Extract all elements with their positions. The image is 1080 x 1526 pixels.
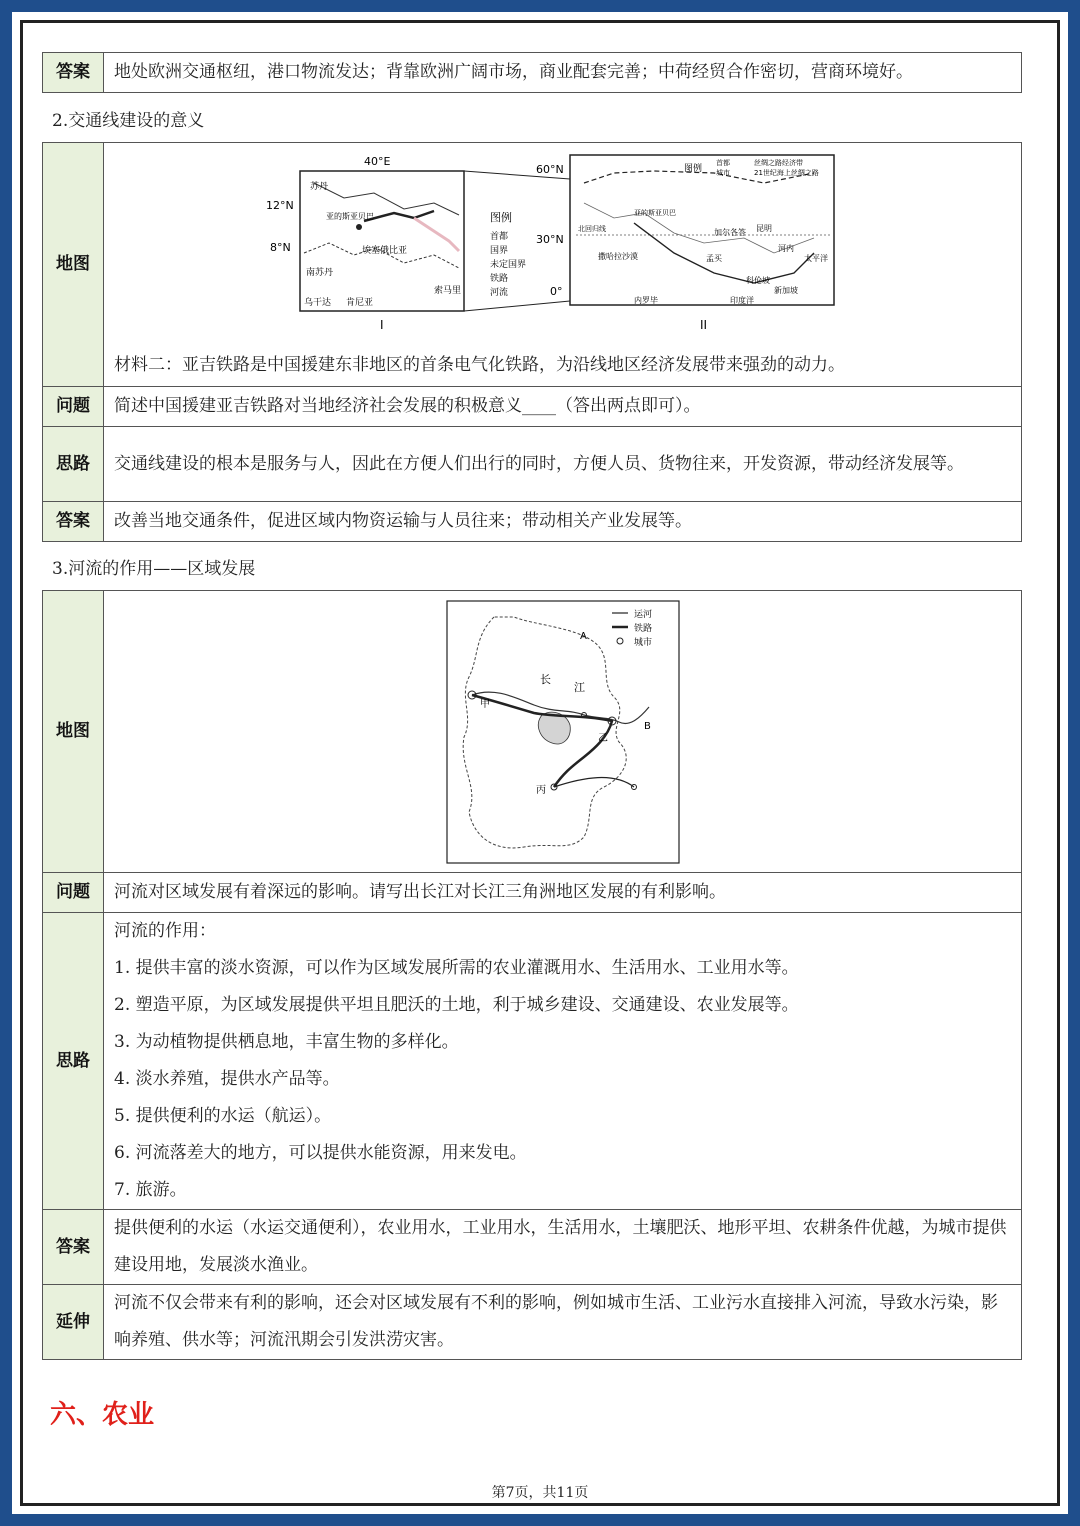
map2-place-4: 孟买	[706, 254, 722, 263]
map1-place-3: 埃塞俄比亚	[362, 246, 408, 256]
map2-place-10: 太平洋	[804, 254, 828, 263]
map2-roman: II	[700, 318, 708, 332]
answer-text: 提供便利的水运（水运交通便利），农业用水，工业用水，生活用水，土壤肥沃、地形平坦、农耕条件优越，为城市提供建设用地，发展淡水渔业。	[104, 1210, 1022, 1285]
idea-line: 河流的作用：	[114, 921, 216, 941]
map2-place-12: 亚的斯亚贝巴	[634, 209, 676, 217]
map1-place-1: 苏丹	[310, 182, 329, 192]
answer-label: 答案	[43, 53, 104, 93]
map2-legend-3: 丝绸之路经济带	[754, 159, 803, 167]
map3-label-B: B	[644, 720, 651, 732]
map2-legend-2: 城市	[716, 169, 730, 177]
lat-label-2: 8°N	[270, 241, 291, 254]
section-heading-3: 3.河流的作用——区域发展	[52, 559, 256, 579]
extend-label: 延伸	[43, 1285, 104, 1360]
map2-place-5: 印度洋	[730, 296, 754, 305]
map3-legend-3: 城市	[634, 637, 653, 648]
map2-place-7: 加尔各答	[714, 228, 746, 237]
page-footer: 第7页，共11页	[491, 1485, 589, 1501]
map3-label-jiang: 江	[574, 680, 585, 694]
map2-place-11: 新加坡	[774, 286, 798, 295]
answer-label: 答案	[43, 1210, 104, 1285]
idea-line: 6. 河流落差大的地方，可以提供水能资源，用来发电。	[114, 1143, 527, 1163]
legend1-item-3: 未定国界	[490, 260, 527, 270]
legend1-title: 图例	[490, 211, 512, 224]
legend1-item-1: 首都	[490, 232, 509, 242]
map1-roman: I	[380, 318, 384, 332]
map2-lat-2: 30°N	[536, 233, 564, 246]
map2-legend-title: 图例	[684, 164, 703, 174]
section-heading-2: 2.交通线建设的意义	[52, 111, 205, 131]
map3-label-yi: 乙	[598, 732, 608, 744]
map-cell-2	[104, 143, 1022, 387]
question-label: 问题	[43, 873, 104, 913]
chapter-heading: 六、农业	[50, 1400, 155, 1430]
question-text: 简述中国援建亚吉铁路对当地经济社会发展的积极意义____（答出两点即可）。	[104, 387, 1022, 427]
map3-legend-2: 铁路	[634, 623, 653, 634]
idea-label: 思路	[43, 913, 104, 1210]
lat-label-1: 12°N	[266, 199, 294, 212]
map-figure-3	[114, 597, 1014, 867]
map-2	[536, 155, 834, 332]
map3-label-jia: 甲	[480, 698, 490, 710]
answer-text: 地处欧洲交通枢纽，港口物流发达；背靠欧洲广阔市场，商业配套完善；中荷经贸合作密切，营商环境好。	[104, 53, 1022, 93]
answer-block-1	[42, 52, 1022, 93]
map2-place-1: 北回归线	[578, 225, 606, 233]
idea-text: 交通线建设的根本是服务与人，因此在方便人们出行的同时，方便人员、货物往来，开发资源，带动经济发展等。	[104, 427, 1022, 502]
idea-label: 思路	[43, 427, 104, 502]
map-label: 地图	[43, 143, 104, 387]
idea-line: 5. 提供便利的水运（航运）。	[114, 1106, 332, 1126]
legend1-item-5: 河流	[490, 288, 509, 298]
map-1	[266, 155, 464, 332]
map3-label-chang: 长	[540, 672, 551, 686]
map-label: 地图	[43, 591, 104, 873]
map2-place-2: 撒哈拉沙漠	[598, 252, 638, 261]
extend-text: 河流不仅会带来有利的影响，还会对区域发展有不利的影响，例如城市生活、工业污水直接排入河流，导致水污染，影响养殖、供水等；河流汛期会引发洪涝灾害。	[104, 1285, 1022, 1360]
section-3-table	[42, 590, 1022, 1360]
idea-line: 1. 提供丰富的淡水资源，可以作为区域发展所需的农业灌溉用水、生活用水、工业用水等。	[114, 958, 799, 978]
map2-legend-4: 21世纪海上丝绸之路	[754, 169, 819, 177]
map2-place-9: 河内	[778, 244, 794, 253]
material-2: 材料二：亚吉铁路是中国援建东非地区的首条电气化铁路，为沿线地区经济发展带来强劲的动力。	[114, 355, 845, 375]
map-cell-3	[104, 591, 1022, 873]
answer-label: 答案	[43, 502, 104, 542]
question-label: 问题	[43, 387, 104, 427]
question-text: 河流对区域发展有着深远的影响。请写出长江对长江三角洲地区发展的有利影响。	[104, 873, 1022, 913]
legend1-item-4: 铁路	[490, 274, 509, 284]
legend-1	[490, 210, 526, 298]
idea-line: 3. 为动植物提供栖息地，丰富生物的多样化。	[114, 1032, 459, 1052]
answer-text: 改善当地交通条件，促进区域内物资运输与人员往来；带动相关产业发展等。	[104, 502, 1022, 542]
map1-place-2: 亚的斯亚贝巴	[326, 212, 374, 221]
idea-line: 2. 塑造平原，为区域发展提供平坦且肥沃的土地，利于城乡建设、交通建设、农业发展等。	[114, 995, 799, 1015]
map3-label-bing: 丙	[536, 784, 546, 796]
map2-place-3: 内罗毕	[634, 296, 658, 305]
idea-line: 4. 淡水养殖，提供水产品等。	[114, 1069, 340, 1089]
map1-place-5: 乌干达	[304, 298, 332, 308]
map2-legend-1: 首都	[716, 159, 730, 167]
map3-label-A: A	[580, 630, 587, 642]
map-figure-2	[114, 143, 1014, 343]
idea-line: 7. 旅游。	[114, 1180, 187, 1200]
page	[12, 12, 1068, 1514]
map3-legend-1: 运河	[634, 609, 653, 620]
map1-place-4: 南苏丹	[306, 268, 334, 278]
map2-place-6: 科伦坡	[746, 276, 770, 285]
map2-lat-3: 0°	[550, 285, 563, 298]
map1-place-7: 索马里	[434, 286, 462, 296]
map2-lat-1: 60°N	[536, 163, 564, 176]
section-2-table	[42, 142, 1022, 542]
legend1-item-2: 国界	[490, 246, 509, 256]
map1-place-6: 肯尼亚	[346, 298, 374, 308]
idea-cell	[104, 913, 1022, 1210]
map2-place-8: 昆明	[756, 224, 772, 233]
lon-label: 40°E	[364, 155, 391, 168]
